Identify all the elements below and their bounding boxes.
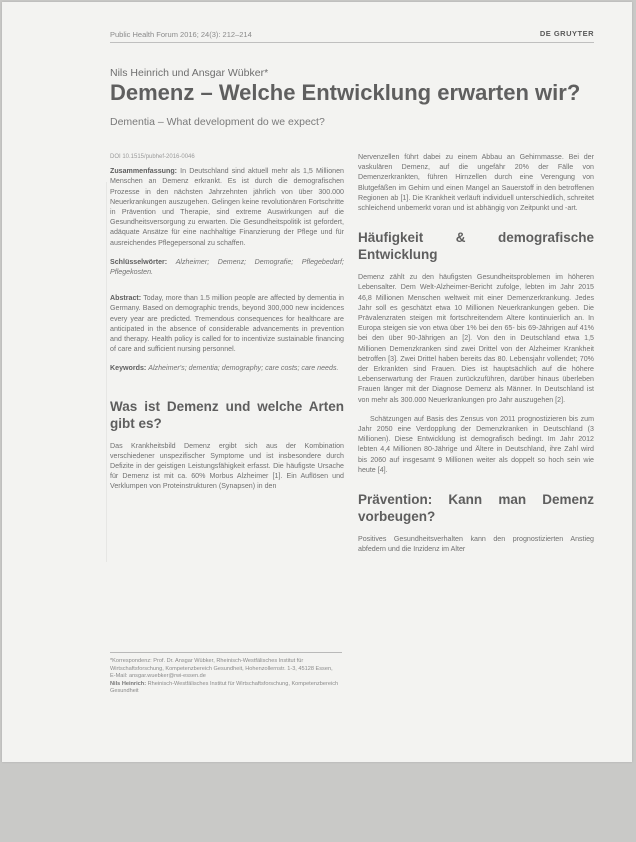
coauthor-affil-text: Rheinisch-Westfälisches Institut für Wirtschaftsforschung, Kompetenzbereich Gesundheit: [110, 680, 339, 695]
right-column: [358, 152, 594, 563]
scan-artifact: [106, 182, 107, 562]
section-heading-haeufigkeit: Häufigkeit & demografische Entwicklung: [358, 230, 594, 263]
author-line: Nils Heinrich und Ansgar Wübker*: [110, 67, 269, 79]
correspondence-footnote: [110, 652, 342, 696]
publisher-logo: DE GRUYTER: [539, 29, 594, 38]
abstract: [110, 293, 344, 354]
abstract-text: Today, more than 1.5 million people are affected by dementia in Germany. Based on demographic trends, beyond 300,000 new incidences every year are predicted. Tremendous consequences for healthcare are anticipated in the absence of considerable advancements in prevention and therapy. Health policy is called for to incentivize sustainable financing of care and sufficient nursing personnel.: [110, 294, 344, 354]
article-subtitle: Dementia – What development do we expect?: [110, 116, 325, 128]
keywords: [110, 363, 344, 373]
running-header: Public Health Forum 2016; 24(3): 212–214: [110, 30, 252, 39]
keywords-label: Keywords:: [110, 364, 147, 373]
doi: DOI 10.1515/pubhef-2016-0046: [110, 154, 195, 160]
left-column: [110, 152, 344, 501]
section2-paragraph-2: Schätzungen auf Basis des Zensus von 2011 prognostizieren bis zum Jahr 2050 eine Verdopplung der Demenzkranken in Deutschland (3 Millionen). Diese Entwicklung ist demografisch bedingt. Im Jahr 2012 lebten 4,4 Millionen 80-Jährige und Ältere in Deutschland, ihre Zahl wird bis 2060 auf insgesamt 9 Millionen weiter als doppelt so hoch sein wie heute [4].: [358, 414, 594, 474]
continued-paragraph: Nervenzellen führt dabei zu einem Abbau an Gehirnmasse. Bei der vaskulären Demenz, auf die ungefähr 20% der Fälle von Demenzerkrankten, führen Hirnzellen durch eine Verengung von Blutgefäßen im Gehirn und einen Mangel an Sauerstoff in den betroffenen Regionen ab [1]. Die Krankheit verläuft individuell unterschiedlich, schreitet schleichend unbemerkt voran und ist abhängig von Zeitpunkt und -art.: [358, 153, 594, 213]
abstract-label: Abstract:: [110, 294, 142, 303]
section-heading-praevention: Prävention: Kann man Demenz vorbeugen?: [358, 492, 594, 525]
schluesselwoerter: [110, 257, 344, 277]
zusammenfassung-text: In Deutschland sind aktuell mehr als 1,5 Millionen Menschen an Demenz erkrankt. Es ist durch die demografischen Prozesse in den nächsten Jahrzehnten jährlich von über 300.000 Neuerkrankungen auszugehen. Gelingen keine revolutionären Fortschritte in Prävention und Therapie, sind extreme Auswirkungen auf die Gesundheitsversorgung zu erwarten. Die Gesundheitspolitik ist gefordert, adäquate Ansätze für eine nachhaltige Finanzierung der Pflege und für ausreichendes Pflegepersonal zu schaffen.: [110, 167, 344, 247]
article-title: Demenz – Welche Entwicklung erwarten wir?: [110, 80, 581, 105]
section-heading-was-ist-demenz: Was ist Demenz und welche Arten gibt es?: [110, 398, 344, 431]
coauthor-name: Nils Heinrich:: [110, 680, 147, 687]
section1-paragraph: Das Krankheitsbild Demenz ergibt sich aus der Kombination verschiedener unspezifischer Symptome und ist insbesondere durch Defizite in der geistigen Leistungsfähigkeit erfasst. Die häufigste Ursache für Demenz ist mit ca. 60% Morbus Alzheimer [1]. Ein Auflösen und Verklumpen von Proteinstrukturen (Synapsen) in den: [110, 441, 344, 491]
correspondence-email: E-Mail: ansgar.wuebker@rwi-essen.de: [110, 673, 206, 680]
section2-paragraph-1: Demenz zählt zu den häufigsten Gesundheitsproblemen im höheren Lebensalter. Dem Welt-Alzheimer-Bericht zufolge, lebten im Jahr 2015 46,8 Millionen Menschen weltweit mit einer Demenzerkrankung. Jedes Jahr soll es geschätzt etwa 10 Millionen Neuerkrankungen geben. Die Prävalenzraten steigen mit fortschreitendem Altere kontinuierlich an. In Europa steigen sie von etwa über 1% bei den 65- bis 69-Jährigen auf 41% bei den über 90-Jährigen an [2]. Von den in Deutschland etwa 1,5 Millionen Demenzkranken sind zwei Drittel von der Alzheimer Krankheit betroffen [3]. Zwei Drittel haben bereits das 80. Lebensjahr vollendet; 70% der Erkrankten sind Frauen. Dies ist hauptsächlich auf die höhere Lebenserwartung der Frauen zurückzuführen, darüber hinaus überleben Frauen länger mit der Diagnose Demenz als Männer. In Deutschland ist von mehr als 300.000 Neuerkrankungen pro Jahr auszugehen [2].: [358, 273, 594, 404]
zusammenfassung-label: Zusammenfassung:: [110, 167, 178, 176]
section3-paragraph-1: Positives Gesundheitsverhalten kann den prognostizierten Anstieg abfedern und die Inzidenz im Alter: [358, 535, 594, 554]
keywords-text: Alzheimer's; dementia; demography; care costs; care needs.: [148, 364, 339, 373]
correspondence-text: *Korrespondenz: Prof. Dr. Ansgar Wübker, Rheinisch-Westfälisches Institut für Wirtschaftsforschung, Kompetenzbereich Gesundheit, Hohenzollernstr. 1-3, 45128 Essen,: [110, 658, 333, 672]
zusammenfassung: [110, 166, 344, 248]
schluesselwoerter-text: Alzheimer; Demenz; Demografie; Pflegebedarf; Pflegekosten.: [110, 257, 344, 277]
header-rule: [110, 42, 594, 43]
coauthor-affiliation: [110, 681, 342, 696]
journal-page: [2, 2, 632, 762]
schluesselwoerter-label: Schlüsselwörter:: [110, 257, 168, 266]
